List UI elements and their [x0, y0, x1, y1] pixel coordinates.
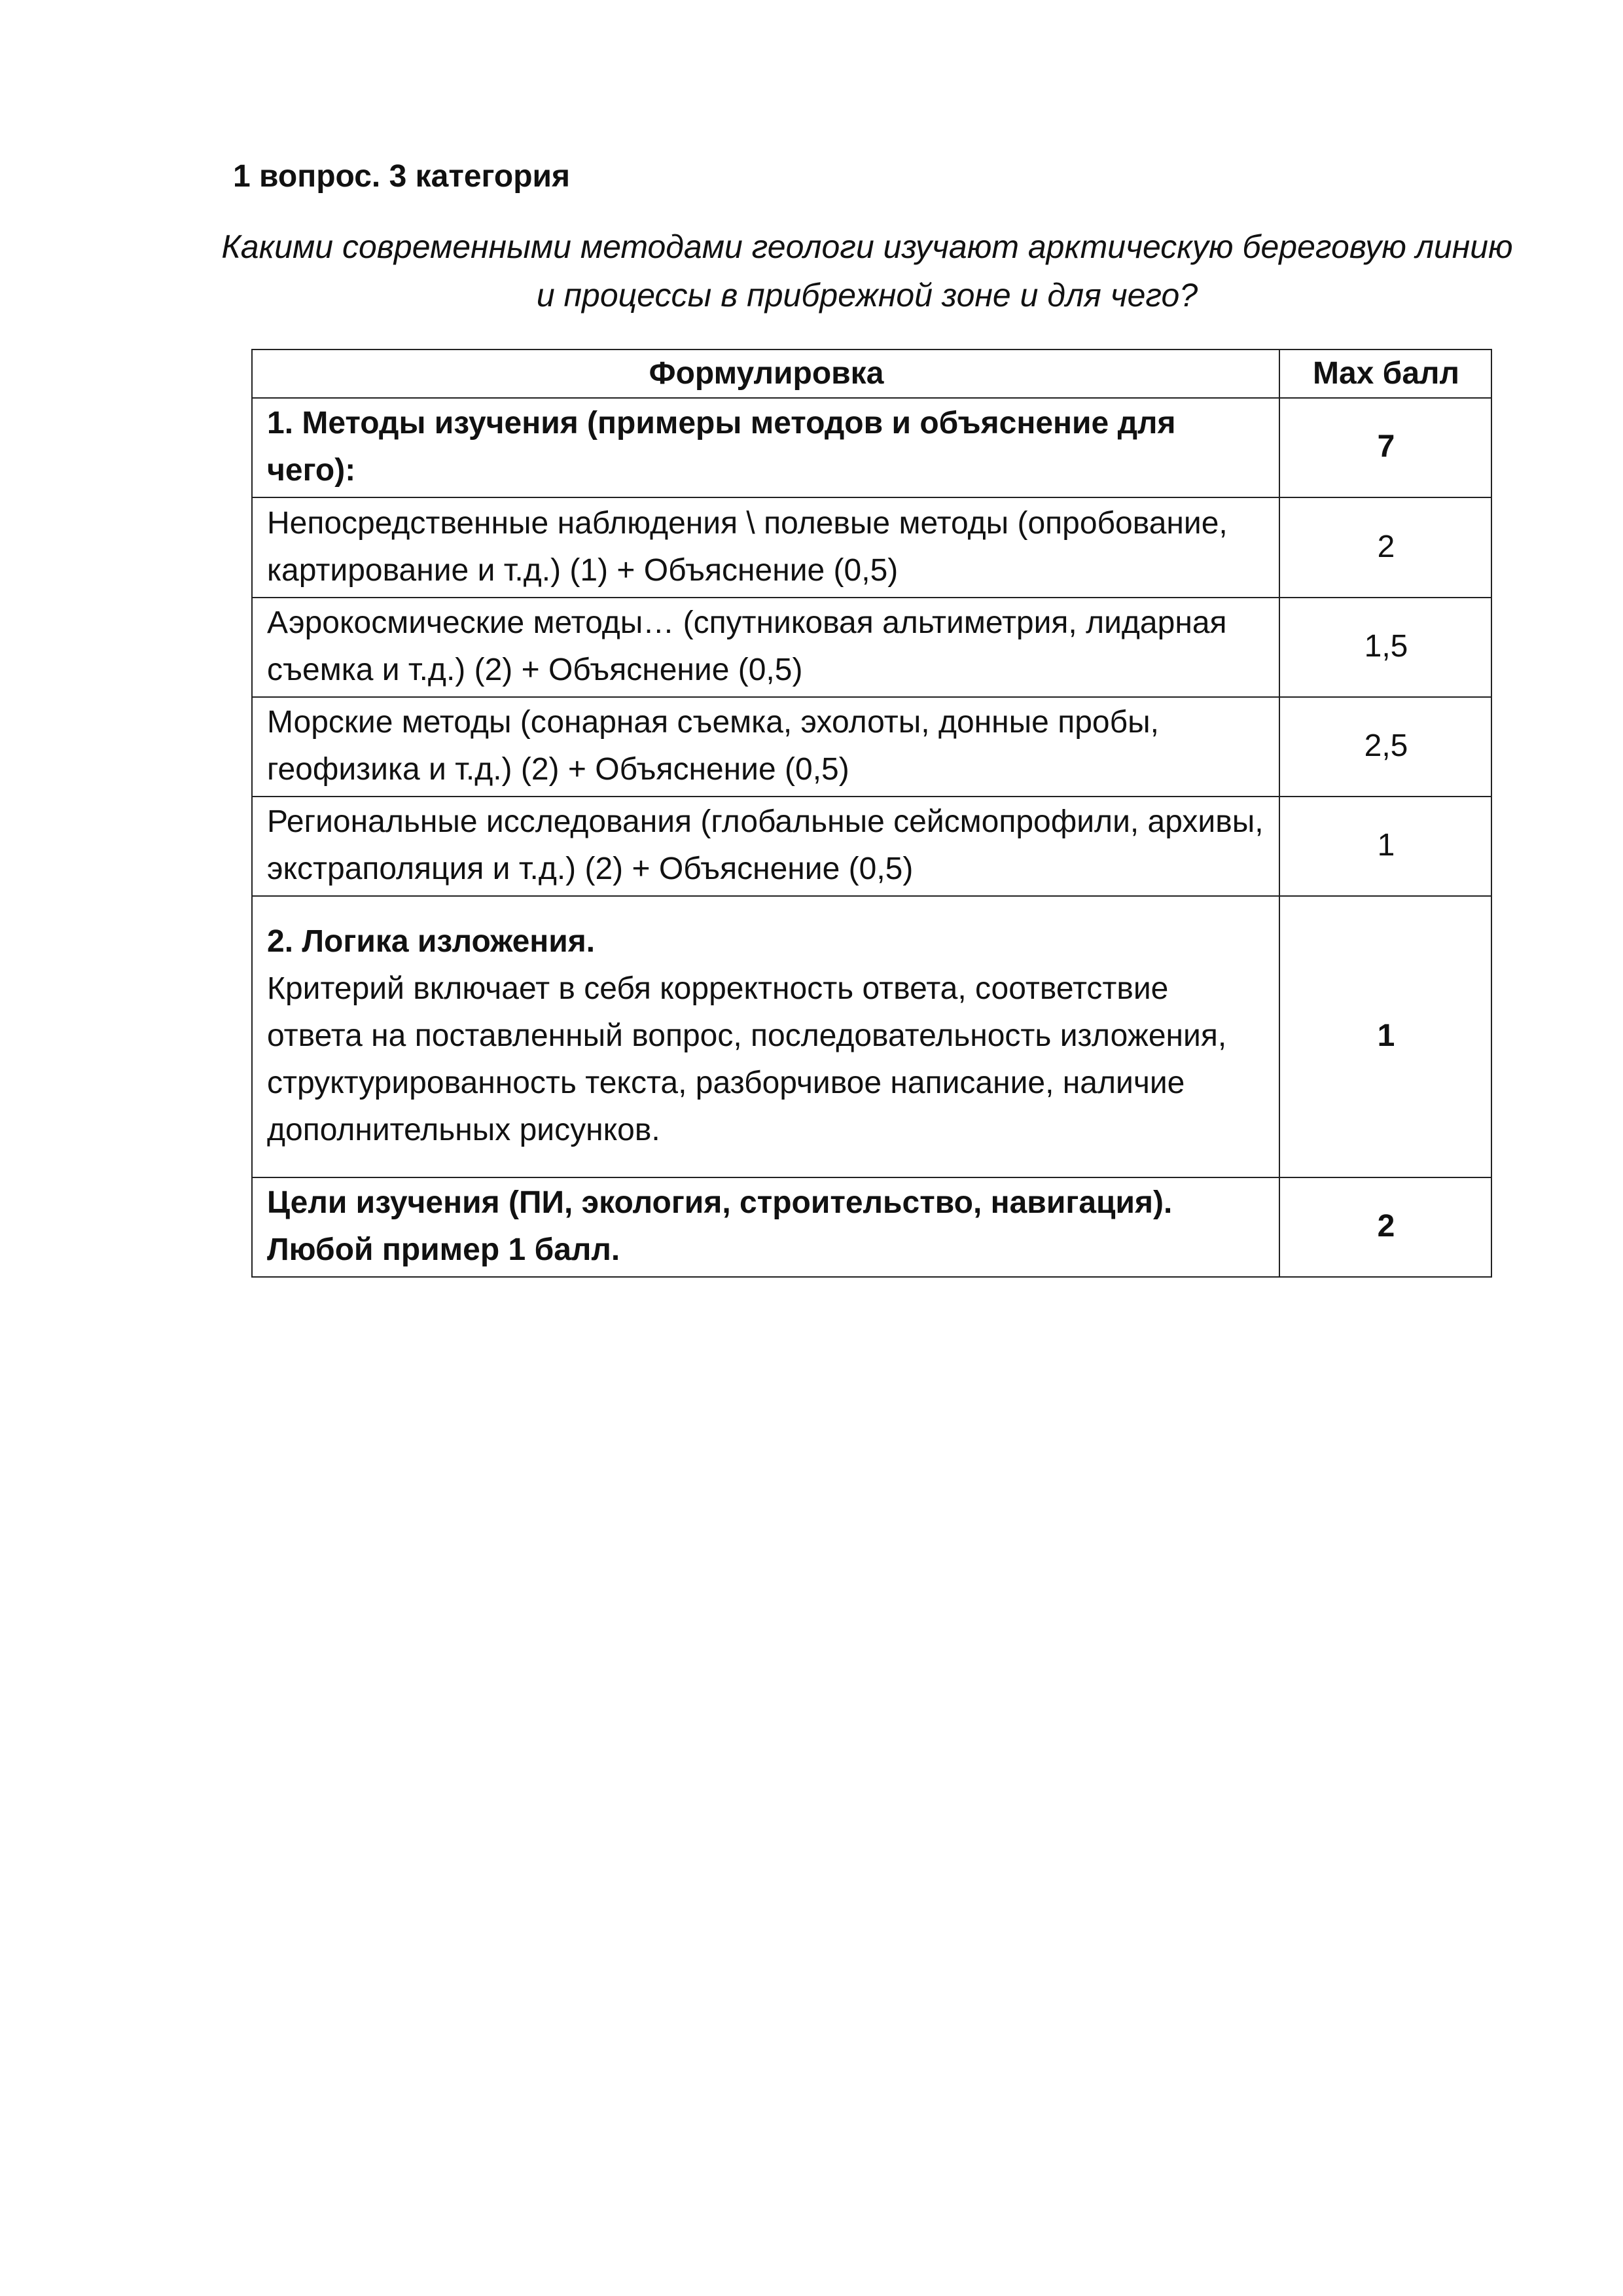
- table-row: [252, 598, 1491, 697]
- column-header-max-score: Max балл: [1279, 350, 1491, 398]
- criterion-score: 2,5: [1279, 697, 1491, 797]
- table-row: [252, 398, 1491, 497]
- criterion-text: Аэрокосмические методы… (спутниковая альтиметрия, лидарная съемка и т.д.) (2) + Объяснение (0,5): [252, 598, 1279, 697]
- criterion-logic: [252, 896, 1279, 1177]
- table-row: [252, 896, 1491, 1177]
- column-header-wording: Формулировка: [252, 350, 1279, 398]
- criterion-text: Морские методы (сонарная съемка, эхолоты, донные пробы, геофизика и т.д.) (2) + Объяснение (0,5): [252, 697, 1279, 797]
- criterion-score: 1: [1279, 896, 1491, 1177]
- table-header-row: [252, 350, 1491, 398]
- question-text: Какими современными методами геологи изучают арктическую береговую линию и процессы в прибрежной зоне и для чего?: [221, 228, 1513, 314]
- criterion-goals-title: Цели изучения (ПИ, экология, строительство, навигация). Любой пример 1 балл.: [252, 1177, 1279, 1277]
- table-row: [252, 797, 1491, 896]
- table-row: [252, 497, 1491, 598]
- criterion-score: 2: [1279, 1177, 1491, 1277]
- criterion-text: Непосредственные наблюдения \ полевые методы (опробование, картирование и т.д.) (1) + Объяснение (0,5): [252, 497, 1279, 598]
- criterion-score: 7: [1279, 398, 1491, 497]
- criterion-methods-title: 1. Методы изучения (примеры методов и объяснение для чего):: [252, 398, 1279, 497]
- criterion-logic-text: Критерий включает в себя корректность ответа, соответствие ответа на поставленный вопрос, последовательность изложения, структурированность текста, разборчивое написание, наличие дополнительных рисунков.: [267, 971, 1227, 1147]
- criterion-text: Региональные исследования (глобальные сейсмопрофили, архивы, экстраполяция и т.д.) (2) + Объяснение (0,5): [252, 797, 1279, 896]
- criterion-score: 2: [1279, 497, 1491, 598]
- criterion-score: 1: [1279, 797, 1491, 896]
- table-row: [252, 697, 1491, 797]
- page-heading: 1 вопрос. 3 категория: [233, 159, 571, 194]
- criterion-score: 1,5: [1279, 598, 1491, 697]
- table-row: [252, 1177, 1491, 1277]
- scoring-table: [251, 349, 1492, 1278]
- criterion-logic-title: 2. Логика изложения.: [267, 924, 596, 959]
